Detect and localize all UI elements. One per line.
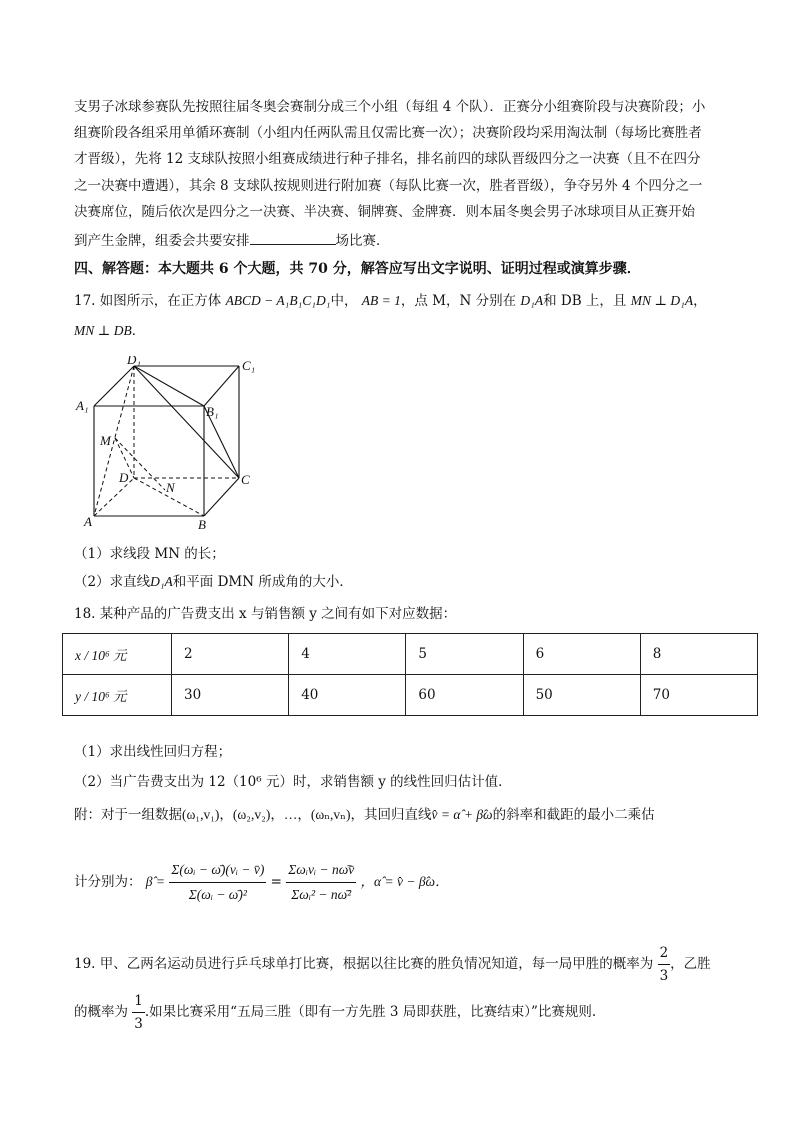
q16-last-prefix: 到产生金牌，组委会共要安排 — [74, 233, 250, 249]
note-prefix: 附：对于一组数据 — [74, 807, 182, 823]
q16-line-6 — [74, 230, 390, 250]
alpha-hat: ，α̂ = v̂ − β̂ω． — [360, 874, 449, 889]
label-C: C — [241, 472, 250, 487]
q17-part2-line: D₁A — [150, 574, 173, 589]
y-cell: 60 — [406, 675, 523, 716]
data-table — [62, 633, 758, 716]
q17-line-1: 17. 如图所示，在正方体 ABCD − A₁B₁C₁D₁中， AB = 1，点 M，N 分别在 D₁A和 DB 上，且 MN ⊥ D₁A， — [74, 293, 707, 309]
q16-line-5: 决赛席位，随后依次是四分之一决赛、半决赛、铜牌赛、金牌赛．则本届冬奥会男子冰球项目从正赛开始 — [74, 204, 695, 220]
label-A: A — [84, 514, 92, 529]
q19-line1-prefix: 19. 甲、乙两名运动员进行乒乓球单打比赛，根据以往比赛的胜负情况知道，每一局甲胜的概率为 — [74, 956, 654, 972]
q19-line1-suffix: ，乙胜 — [670, 956, 711, 972]
y-cell: 30 — [172, 675, 289, 716]
q16-line-3: 才晋级），先将 12 支球队按照小组赛成绩进行种子排名，排名前四的球队晋级四分之一决赛（且不在四分 — [74, 151, 701, 167]
note-line: v̂ = α̂ + β̂ω — [431, 807, 493, 822]
label-B1: B₁ — [206, 404, 219, 419]
fraction-2 — [286, 858, 356, 907]
label-D: D — [119, 470, 129, 485]
q17-mid: 中， — [330, 293, 358, 309]
q17-perp2: MN ⊥ DB — [74, 323, 132, 338]
prob-jia-num: 2 — [658, 942, 671, 965]
prob-yi — [132, 990, 145, 1035]
note-suffix: 的斜率和截距的最小二乘估 — [492, 807, 655, 823]
equals-sign: = — [270, 874, 282, 890]
q19-line2-suffix: .如果比赛采用“五局三胜（即有一方先胜 3 局即获胜，比赛结束）”比赛规则. — [144, 1004, 597, 1020]
fraction-1-num: Σ(ωᵢ − ω̄)(vᵢ − v̄) — [169, 858, 266, 883]
label-B: B — [198, 517, 206, 532]
q17-part2-prefix: （2）求直线 — [74, 574, 151, 590]
label-A1: A₁ — [76, 398, 89, 413]
x-cell: 6 — [523, 634, 640, 675]
beta-hat: β̂ = — [145, 874, 166, 889]
section-heading: 四、解答题：本大题共 6 个大题，共 70 分，解答应写出文字说明、证明过程或演算步骤． — [74, 261, 641, 277]
q17-cube: ABCD − A₁B₁C₁D₁ — [225, 293, 331, 308]
prob-jia — [658, 942, 671, 987]
y-cell: 70 — [640, 675, 757, 716]
q17-prefix: 17. 如图所示，在正方体 — [74, 293, 222, 309]
prob-jia-den: 3 — [659, 968, 669, 984]
label-C1: C₁ — [242, 358, 256, 373]
q17-d1a: D₁A — [520, 293, 544, 308]
label-M: M — [100, 433, 111, 448]
q16-line-4: 之一决赛中遭遇），其余 8 支球队按规则进行附加赛（每队比赛一次，胜者晋级），争夺另外 4 个四分之一 — [74, 178, 703, 194]
q16-line-2: 组赛阶段各组采用单循环赛制（小组内任两队需且仅需比赛一次）；决赛阶段均采用淘汰制（每场比赛胜者 — [74, 125, 702, 141]
q18-intro: 18. 某种产品的广告费支出 x 与销售额 y 之间有如下对应数据： — [74, 606, 457, 622]
y-header: y / 10⁶ 元 — [63, 675, 172, 716]
y-cell: 40 — [289, 675, 406, 716]
prob-yi-den: 3 — [134, 1016, 143, 1032]
table-row — [63, 634, 758, 675]
x-cell: 5 — [406, 634, 523, 675]
x-cell: 4 — [289, 634, 406, 675]
table-row — [63, 675, 758, 716]
formula-prefix: 计分别为： — [74, 874, 142, 890]
q17-line-2 — [74, 322, 145, 340]
q17-end: ． — [131, 323, 146, 339]
note-pairs: (ω₁,v₁)，(ω₂,v₂)，…，(ωₙ,vₙ) — [182, 807, 351, 822]
q17-part2-suffix: 和平面 DMN 所成角的大小． — [172, 574, 353, 590]
prob-yi-num: 1 — [132, 990, 145, 1013]
x-header: x / 10⁶ 元 — [63, 634, 172, 675]
q16-line-1: 支男子冰球参赛队先按照往届冬奥会赛制分成三个小组（每组 4 个队）．正赛分小组赛阶段与决赛阶段；小 — [74, 99, 706, 115]
q17-text2: ，点 M，N 分别在 — [400, 293, 517, 309]
q17-ab: AB = 1 — [361, 293, 401, 308]
q17-part-1: （1）求线段 MN 的长； — [74, 546, 225, 562]
q17-part-2 — [74, 573, 353, 591]
q18-formula — [74, 858, 449, 907]
fraction-2-den: Σωᵢ² − nω̄² — [291, 887, 352, 902]
q17-perp1: MN ⊥ D₁A — [630, 293, 694, 308]
q18-part-1: （1）求出线性回归方程； — [74, 744, 232, 760]
q17-text3: 和 DB 上，且 — [543, 293, 627, 309]
cube-figure — [74, 356, 264, 532]
x-cell: 2 — [172, 634, 289, 675]
q19-line2-prefix: 的概率为 — [74, 1004, 128, 1020]
label-D1: D₁ — [127, 356, 141, 367]
q19-line-2 — [74, 990, 596, 1035]
q19-line-1 — [74, 942, 711, 987]
q18-note — [74, 806, 655, 824]
label-N: N — [166, 480, 175, 495]
q18-part-2: （2）当广告费支出为 12（10⁶ 元）时，求销售额 y 的线性回归估计值． — [74, 774, 512, 790]
q16-last-suffix: 场比赛． — [335, 233, 390, 249]
note-mid: ，其回归直线 — [350, 807, 432, 823]
x-cell: 8 — [640, 634, 757, 675]
fraction-1 — [169, 858, 266, 907]
answer-blank — [250, 230, 336, 245]
y-cell: 50 — [523, 675, 640, 716]
fraction-2-num: Σωᵢvᵢ − nω̄v̄ — [286, 858, 356, 883]
fraction-1-den: Σ(ωᵢ − ω̄)² — [188, 887, 247, 902]
